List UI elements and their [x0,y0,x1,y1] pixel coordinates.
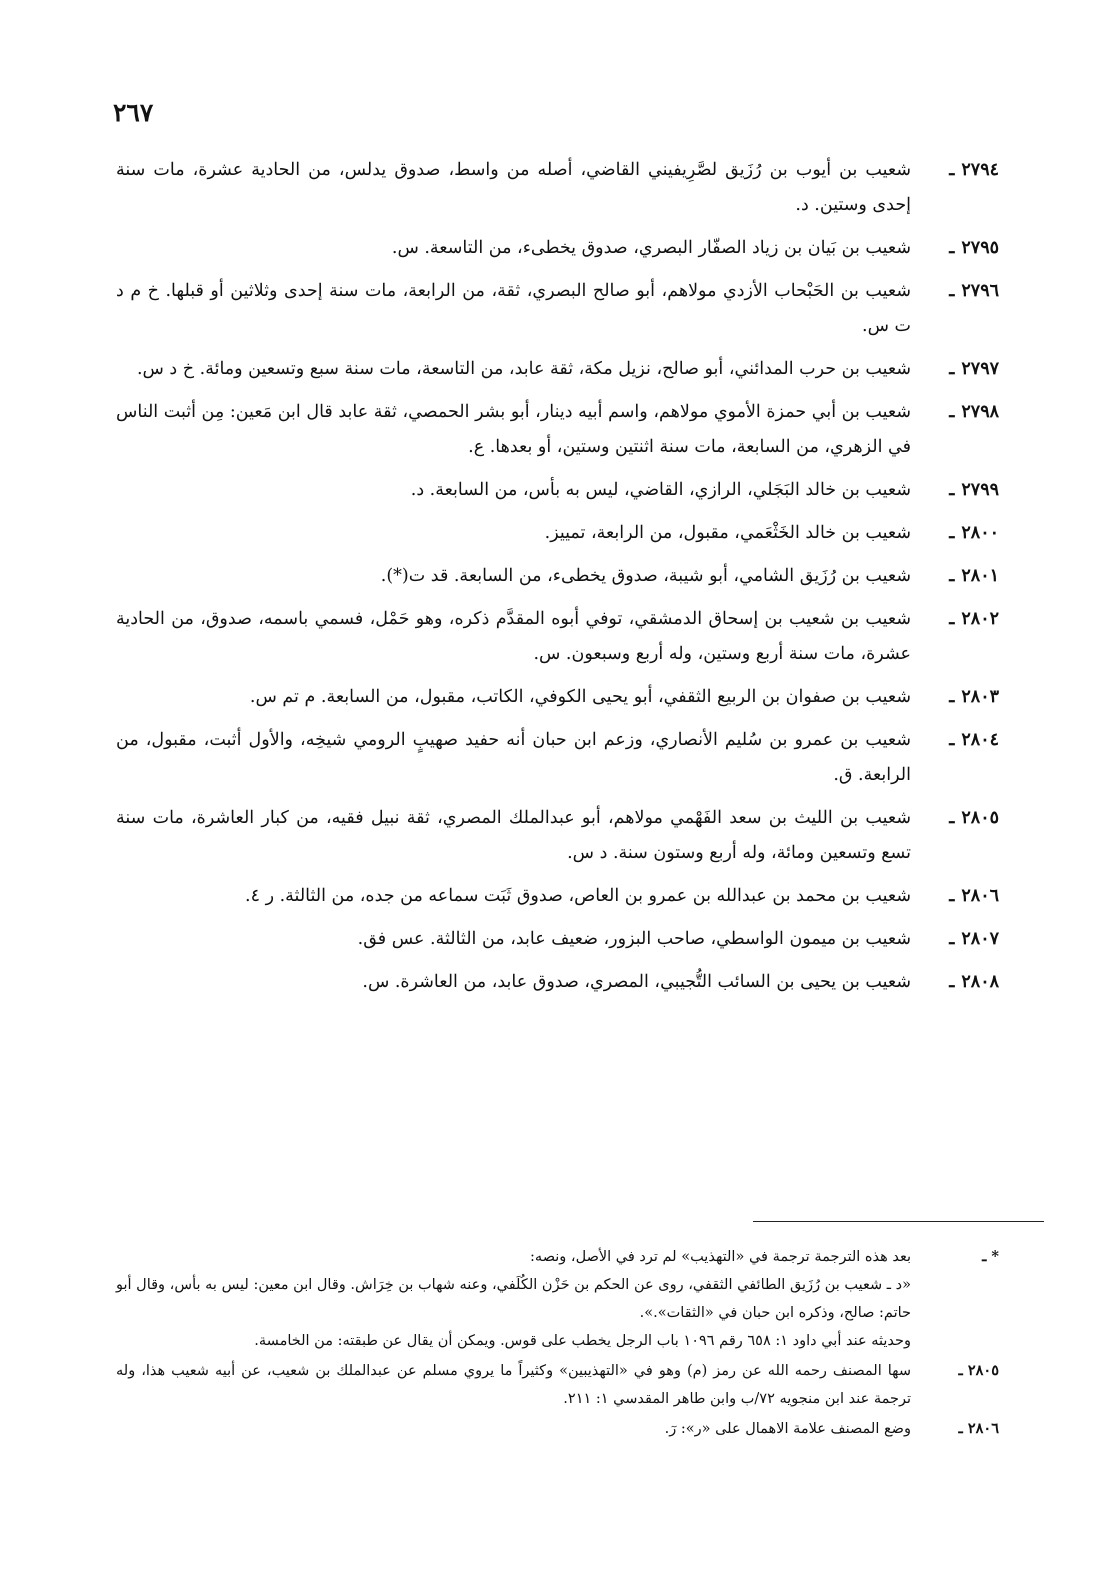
entry [116,801,999,871]
footnote-marker: * ـ [982,1248,999,1265]
footnote-marker: ٢٨٠٦ ـ [958,1420,999,1437]
footnotes-section [116,1243,999,1445]
entry-text: شعيب بن محمد بن عبدالله بن عمرو بن العاص، صدوق ثَبَت سماعه من جده، من الثالثة. ر ٤. [245,886,911,906]
footnote [116,1243,999,1355]
entry [116,274,999,344]
entry [116,723,999,793]
entry [116,680,999,715]
entry-number: ٢٨٠٧ـ [949,929,999,949]
entry [116,879,999,914]
entries-list [116,153,999,1008]
entry-text: شعيب بن عمرو بن سُليم الأنصاري، وزعم ابن حبان أنه حفيد صهيبٍ الرومي شيخِه، والأول أثبت، مقبول، من الرابعة. ق. [116,730,911,785]
entry-number: ٢٧٩٤ـ [949,160,999,180]
entry-number: ٢٨٠١ـ [949,566,999,586]
entry-text: شعيب بن الليث بن سعد الفَهْمي مولاهم، أبو عبدالملك المصري، ثقة نبيل فقيه، من كبار العاشرة، مات سنة تسع وتسعين ومائة، وله أربع وستون سنة. د س. [116,808,911,863]
footnote-line: وحديثه عند أبي داود ١: ٦٥٨ رقم ١٠٩٦ باب الرجل يخطب على قوس. ويمكن أن يقال عن طبقته: من الخامسة. [254,1333,911,1349]
entry-text: شعيب بن أيوب بن رُزَيق لصَّرِيفيني القاضي، أصله من واسط، صدوق يدلس، من الحادية عشرة، مات سنة إحدى وستين. د. [116,160,911,215]
footnote [116,1357,999,1413]
entry-text: شعيب بن يحيى بن السائب التُّجيبي، المصري، صدوق عابد، من العاشرة. س. [362,972,911,992]
entry [116,153,999,223]
entry [116,395,999,465]
entry-number: ٢٨٠٣ـ [949,687,999,707]
entry-text: شعيب بن بَيان بن زياد الصفّار البصري، صدوق يخطىء، من التاسعة. س. [391,238,911,258]
footnote-marker: ٢٨٠٥ ـ [958,1362,999,1379]
entry [116,231,999,266]
entry-text: شعيب بن أبي حمزة الأموي مولاهم، واسم أبيه دينار، أبو بشر الحمصي، ثقة عابد قال ابن مَعين: مِن أثبت الناس في الزهري، من السابعة، مات سنة اثنتين وستين، أو بعدها. ع. [116,402,911,457]
footnote [116,1415,999,1443]
entry-text: شعيب بن خالد البَجَلي، الرازي، القاضي، ليس به بأس، من السابعة. د. [410,480,911,500]
entry-text: شعيب بن شعيب بن إسحاق الدمشقي، توفي أبوه المقدَّم ذكره، وهو حَمْل، فسمي باسمه، صدوق، من الحادية عشرة، مات سنة أربع وستين، وله أربع وسبعون. س. [116,609,911,664]
entry-number: ٢٧٩٩ـ [949,480,999,500]
entry-number: ٢٧٩٨ـ [949,402,999,422]
entry-text: شعيب بن الحَبْحاب الأزدي مولاهم، أبو صالح البصري، ثقة، من الرابعة، مات سنة إحدى وثلاثين أو قبلها. خ م د ت س. [116,281,911,336]
entry [116,559,999,594]
entry [116,602,999,672]
entry [116,352,999,387]
footnote-separator [753,1221,1044,1222]
entry-text: شعيب بن خالد الخَثْعَمي، مقبول، من الرابعة، تمييز. [544,523,911,543]
entry-number: ٢٨٠٢ـ [949,609,999,629]
entry-number: ٢٨٠٨ـ [949,972,999,992]
footnote-line: وضع المصنف علامة الاهمال على «ر»: رٓ. [664,1421,911,1437]
entry [116,965,999,1000]
footnote-line: «د ـ شعيب بن رُزَيق الطائفي الثقفي، روى عن الحكم بن حَزْن الكُلَفي، وعنه شهاب بن خِرَاش. وقال ابن معين: ليس به بأس، وقال أبو حاتم: صالح، وذكره ابن حبان في «الثقات».». [116,1277,911,1321]
entry [116,516,999,551]
footnote-line: بعد هذه الترجمة ترجمة في «التهذيب» لم ترد في الأصل، ونصه: [530,1249,911,1265]
entry-number: ٢٨٠٥ـ [949,808,999,828]
entry-text: شعيب بن صفوان بن الربيع الثقفي، أبو يحيى الكوفي، الكاتب، مقبول، من السابعة. م تم س. [249,687,911,707]
entry-number: ٢٧٩٧ـ [949,359,999,379]
footnote-line: سها المصنف رحمه الله عن رمز (م) وهو في «التهذيبين» وكثيراً ما يروي مسلم عن عبدالملك بن شعيب، عن أبيه شعيب هذا، وله ترجمة عند ابن منجويه ٧٢/ب وابن طاهر المقدسي ١: ٢١١. [116,1363,911,1407]
entry-number: ٢٧٩٥ـ [949,238,999,258]
entry-text: شعيب بن رُزَيق الشامي، أبو شيبة، صدوق يخطىء، من السابعة. قد ت(*). [380,566,911,586]
entry-text: شعيب بن حرب المدائني، أبو صالح، نزيل مكة، ثقة عابد، من التاسعة، مات سنة سبع وتسعين ومائة. خ د س. [136,359,911,379]
entry-number: ٢٧٩٦ـ [949,281,999,301]
entry-number: ٢٨٠٤ـ [949,730,999,750]
entry [116,473,999,508]
page-number: ٢٦٧ [113,98,154,127]
entry-text: شعيب بن ميمون الواسطي، صاحب البزور، ضعيف عابد، من الثالثة. عس فق. [357,929,911,949]
entry [116,922,999,957]
entry-number: ٢٨٠٦ـ [949,886,999,906]
entry-number: ٢٨٠٠ـ [949,523,999,543]
